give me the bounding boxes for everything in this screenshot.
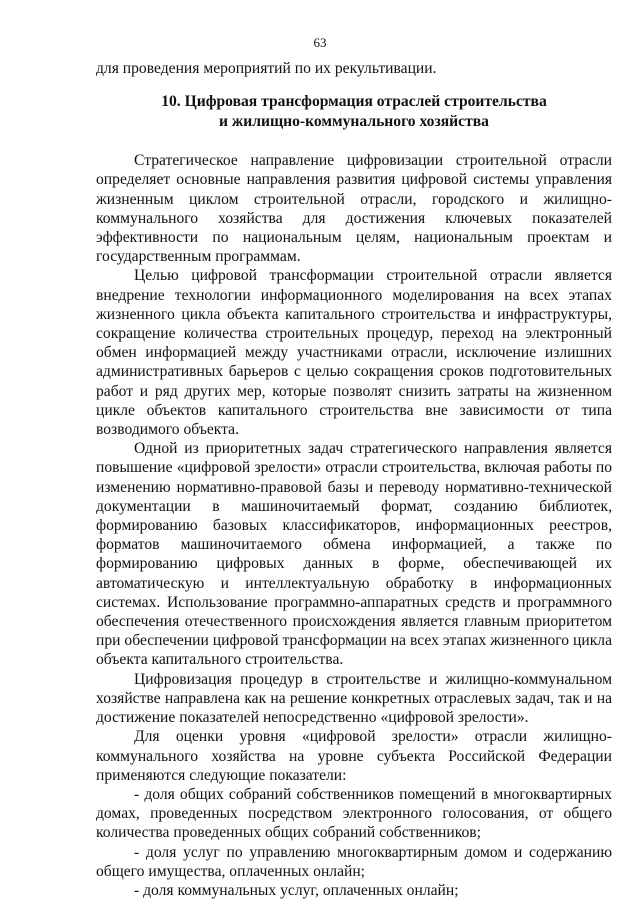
document-body [96, 59, 612, 900]
paragraph-digitalization: Цифровизация процедур в строительстве и жилищно-коммунальном хозяйстве направлена как на решение конкретных отраслевых задач, так и на достижение показателей непосредственно «цифровой зрелости». [96, 670, 612, 727]
paragraph-indicators-intro: Для оценки уровня «цифровой зрелости» отрасли жилищно-коммунального хозяйства на уровне субъекта Российской Федерации применяются следующие показатели: [96, 728, 612, 784]
list-item: - доля общих собраний собственников помещений в многоквартирных домах, проведенных посредством электронного голосования, от общего количества проведенных общих собраний собственников; [96, 785, 612, 842]
list-item: - доля коммунальных услуг, оплаченных онлайн; [134, 881, 459, 899]
carry-over-line: для проведения мероприятий по их рекультивации. [96, 60, 437, 77]
page-number: 63 [313, 35, 327, 50]
section-heading [96, 92, 612, 131]
paragraph-strategy: Стратегическое направление цифровизации строительной отрасли определяет основные направления развития цифровой системы управления жизненным циклом строительной отрасли, городского и жилищно-коммунального хозяйства для достижения ключевых показателей эффективности по национальным целям, национальным проектам и государственным программам. [96, 152, 612, 266]
list-item: - доля услуг по управлению многоквартирным домом и содержанию общего имущества, оплаченных онлайн; [96, 843, 612, 880]
section-heading-line-2: и жилищно-коммунального хозяйства [219, 112, 489, 130]
paragraph-goal: Целью цифровой трансформации строительной отрасли является внедрение технологии информационного моделирования на всех этапах жизненного цикла объекта капитального строительства и инфраструктуры, сокращение количества строительных процедур, переход на электронный обмен информацией между участниками отрасли, исключение излишних административных барьеров с целью сокращения сроков подготовительных работ и ряд других мер, которые позволят снизить затраты на жизненном цикле объектов капитального строительства вне зависимости от типа возводимого объекта. [96, 267, 612, 439]
section-heading-line-1: 10. Цифровая трансформация отраслей строительства [161, 93, 547, 111]
paragraph-priority-tasks: Одной из приоритетных задач стратегического направления является повышение «цифровой зрелости» отрасли строительства, включая работы по изменению нормативно-правовой базы и переводу нормативно-технической документации в машиночитаемый формат, созданию библиотек, формированию базовых классификаторов, информационных реестров, форматов машиночитаемого обмена информацией, а также по формированию цифровых данных в форме, обеспечивающей их автоматическую и интеллектуальную обработку в информационных системах. Использование программно-аппаратных средств и программного обеспечения отечественного происхождения является главным приоритетом при обеспечении цифровой трансформации на всех этапах жизненного цикла объекта капитального строительства. [96, 440, 612, 669]
